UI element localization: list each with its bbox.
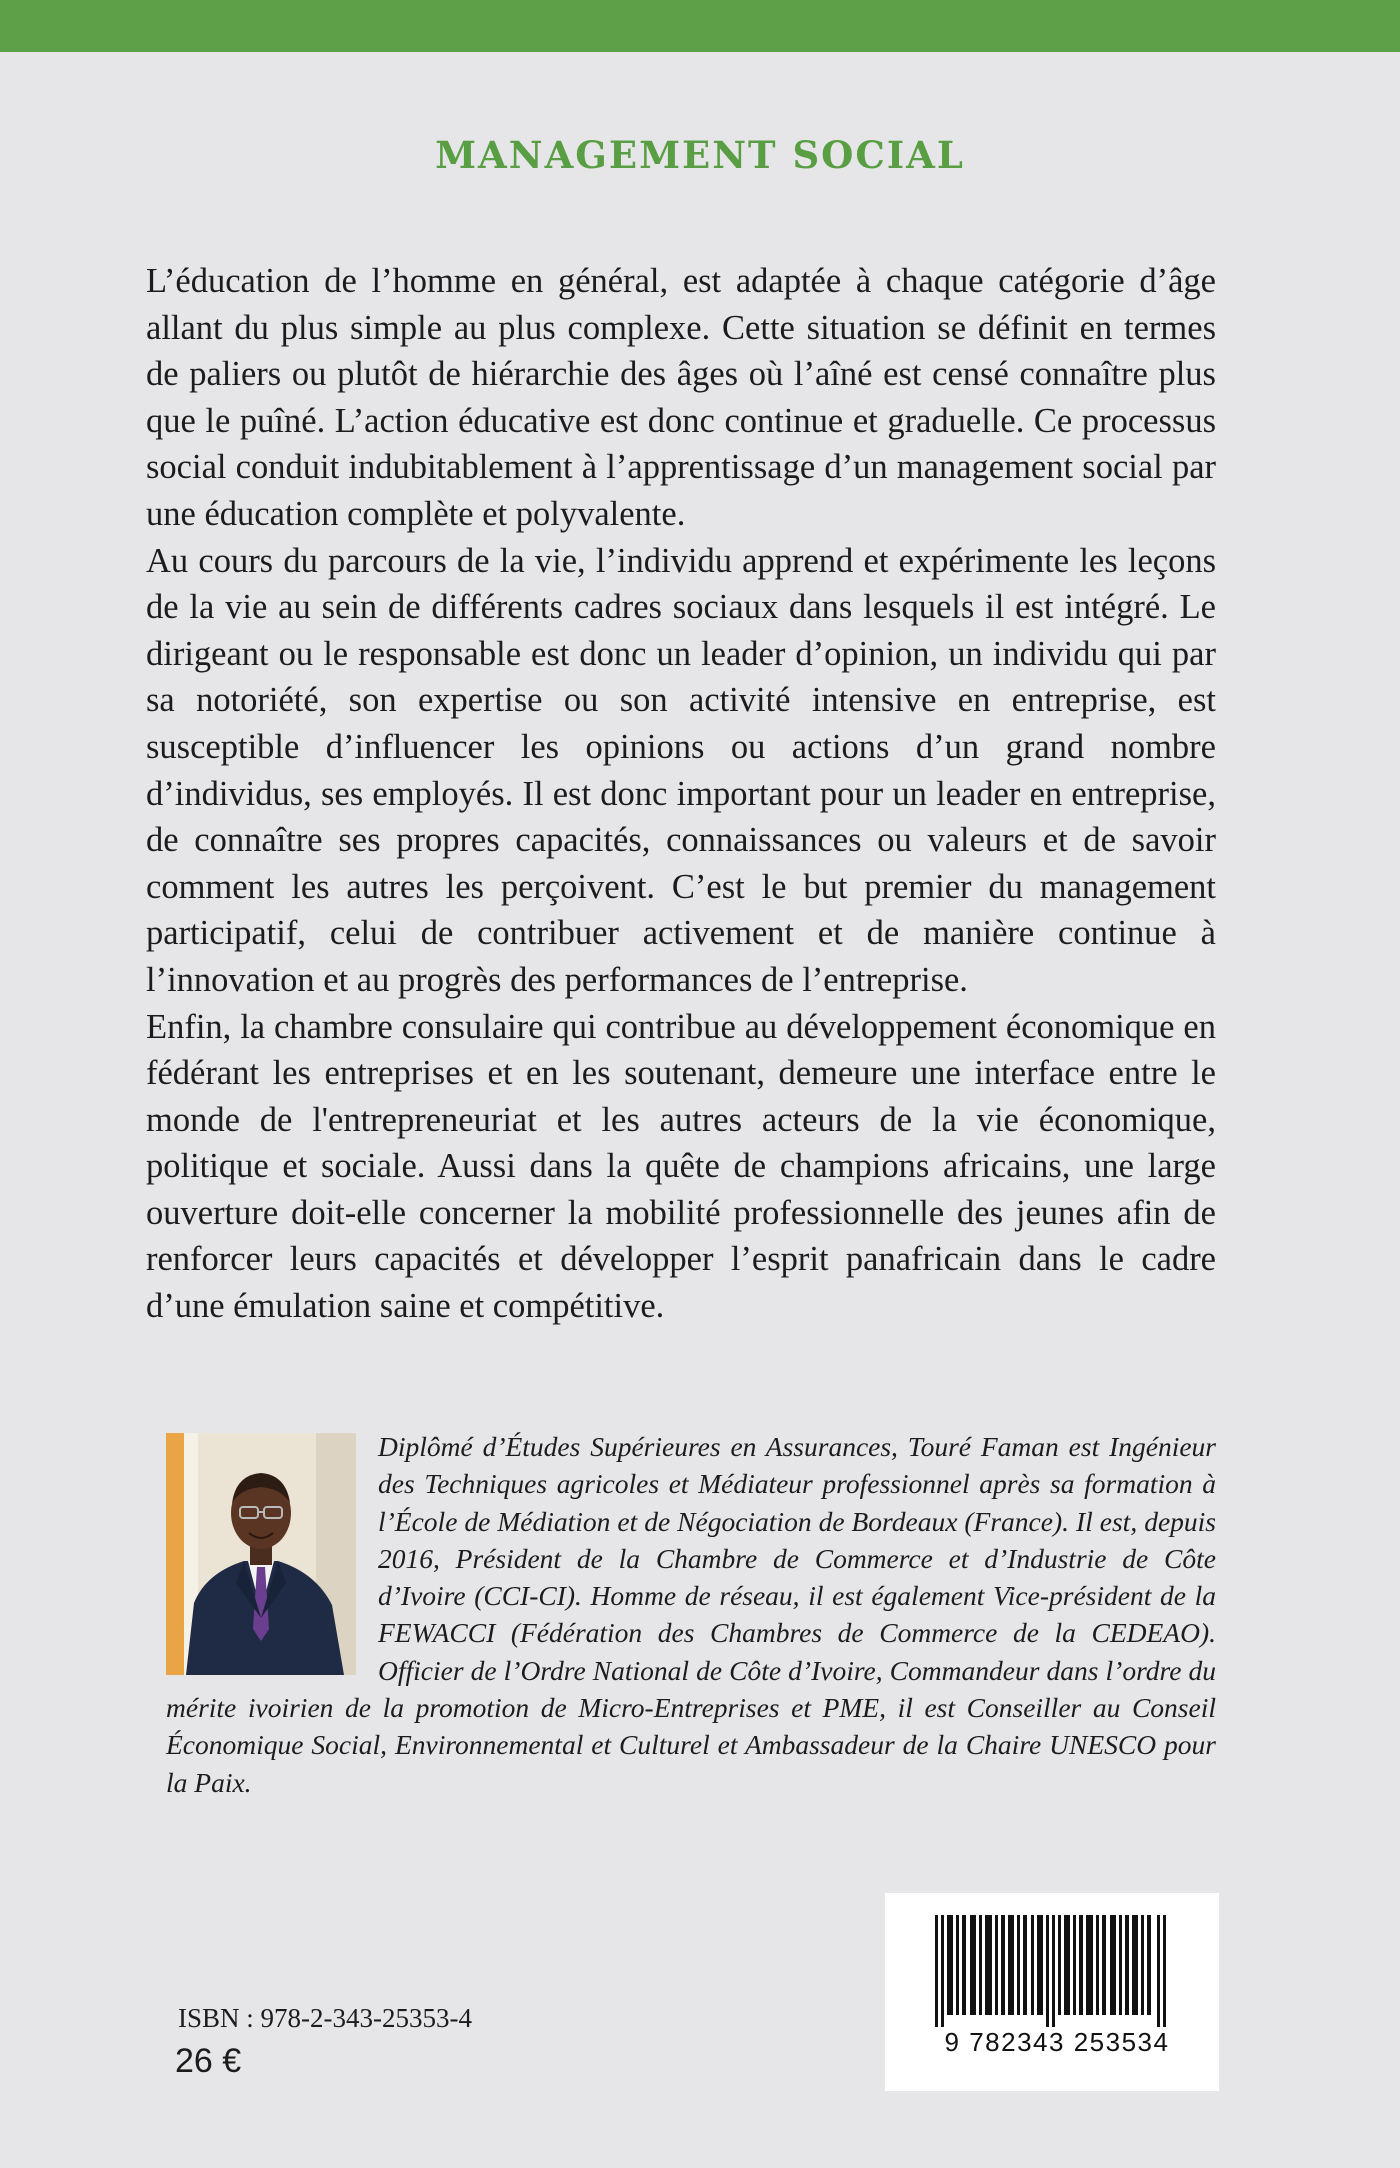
barcode [885,1893,1219,2091]
barcode-bars-icon [935,1915,1169,2027]
summary-paragraph: Au cours du parcours de la vie, l’individu apprend et expérimente les leçons de la vie au sein de différents cadres sociaux dans lesquels il est intégré. Le dirigeant ou le responsable est donc un leader d’opinion, un individu qui par sa notoriété, son expertise ou son activité intensive en entreprise, est susceptible d’influencer les opinions ou actions d’un grand nombre d’individus, ses employés. Il est donc important pour un leader en entreprise, de connaître ses propres capacités, connaissances ou valeurs et de savoir comment les autres les perçoivent. C’est le but premier du management participatif, celui de contribuer activement et de manière continue à l’innovation et au progrès des performances de l’entreprise. [146,541,1216,999]
summary-paragraph: L’éducation de l’homme en général, est adaptée à chaque catégorie d’âge allant du plus simple au plus complexe. Cette situation se définit en termes de paliers ou plutôt de hiérarchie des âges où l’aîné est censé connaître plus que le puîné. L’action éducative est donc continue et graduelle. Ce processus social conduit indubitablement à l’apprentissage d’un management social par une éducation complète et polyvalente. [146,262,1216,533]
back-cover-summary [146,258,1216,1330]
barcode-digits: 9 782343 253534 [944,2027,1170,2057]
price: 26 € [175,2042,242,2080]
author-bio: Diplômé d’Études Supérieures en Assurances, Touré Faman est Ingénieur des Techniques agricoles et Médiateur professionnel après sa formation à l’École de Médiation et de Négociation de Bordeaux (France). Il est, depuis 2016, Président de la Chambre de Commerce et d’Industrie de Côte d’Ivoire (CCI-CI). Homme de réseau, il est également Vice-président de la FEWACCI (Fédération des Chambres de Commerce de la CEDEAO). Officier de l’Ordre National de Côte d’Ivoire, Commandeur dans l’ordre du mérite ivoirien de la promotion de Micro-Entreprises et PME, il est Conseiller au Conseil Économique Social, Environnemental et Culturel et Ambassadeur de la Chaire UNESCO pour la Paix. [166,1431,1216,1798]
author-portrait-icon [166,1433,356,1675]
book-title: MANAGEMENT SOCIAL [435,133,965,177]
summary-paragraph: Enfin, la chambre consulaire qui contribue au développement économique en fédérant les entreprises et en les soutenant, demeure une interface entre le monde de l'entrepreneuriat et les autres acteurs de la vie économique, politique et sociale. Aussi dans la quête de champions africains, une large ouverture doit-elle concerner la mobilité professionnelle des jeunes afin de renforcer leurs capacités et développer l’esprit panafricain dans le cadre d’une émulation saine et compétitive. [146,1007,1216,1326]
author-photo [166,1433,356,1675]
isbn: ISBN : 978-2-343-25353-4 [178,2003,472,2033]
author-bio-block [166,1428,1216,1801]
top-color-band [0,0,1400,52]
